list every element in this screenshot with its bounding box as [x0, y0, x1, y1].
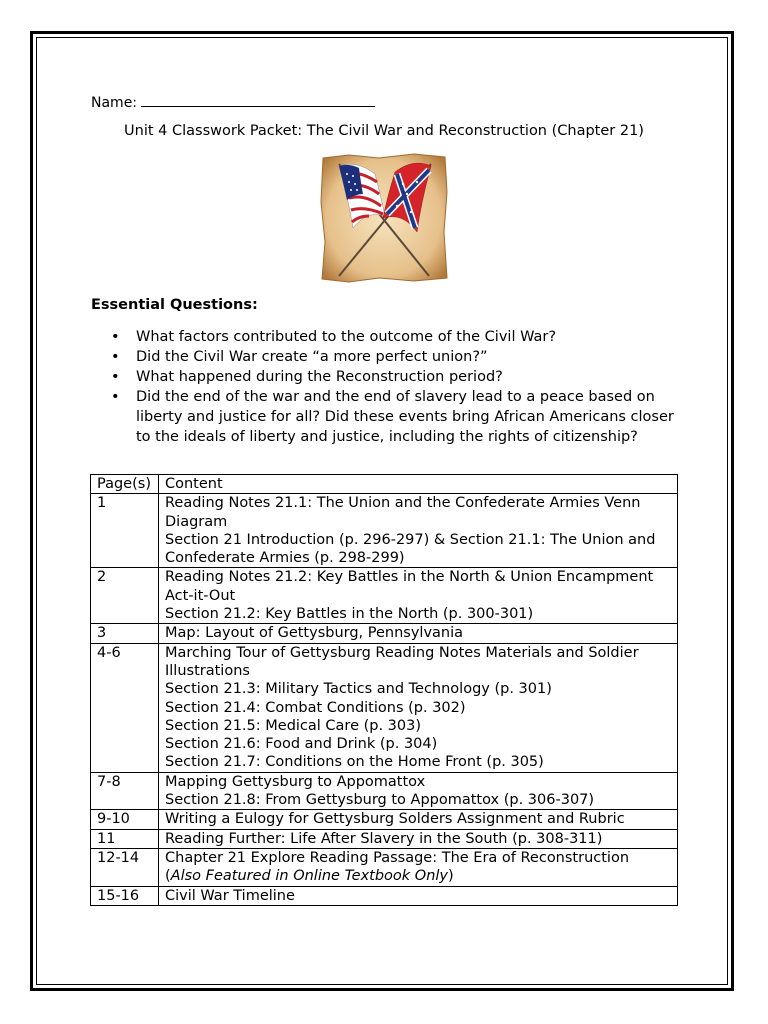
table-row	[91, 624, 678, 643]
crossed-flags-image	[319, 152, 449, 284]
row-content: Chapter 21 Explore Reading Passage: The Era of Reconstruction (Also Featured in Online Textbook Only)	[159, 848, 678, 886]
row-page: 7-8	[91, 772, 159, 810]
essential-question-item: • Did the Civil War create “a more perfect union?”	[91, 347, 681, 367]
essential-question-item: • What factors contributed to the outcome of the Civil War?	[91, 327, 681, 347]
row-page: 9-10	[91, 810, 159, 829]
row-page: 12-14	[91, 848, 159, 886]
table-row	[91, 886, 678, 905]
table-row	[91, 810, 678, 829]
row-content: Reading Further: Life After Slavery in the South (p. 308-311)	[159, 829, 678, 848]
table-row	[91, 772, 678, 810]
document-title: Unit 4 Classwork Packet: The Civil War and Reconstruction (Chapter 21)	[124, 123, 644, 139]
row-content: Map: Layout of Gettysburg, Pennsylvania	[159, 624, 678, 643]
row-page: 15-16	[91, 886, 159, 905]
essential-question-item: • Did the end of the war and the end of slavery lead to a peace based on liberty and justice for all? Did these events bring African Americans closer to the ideals of liberty and justice, including the rights of citizenship?	[91, 387, 681, 447]
row-content: Marching Tour of Gettysburg Reading Notes Materials and Soldier Illustrations Section 21.3: Military Tactics and Technology (p. 301) Section 21.4: Combat Conditions (p. 302) Section 21.5: Medical Care (p. 303) Section 21.6: Food and Drink (p. 304) Section 21.7: Conditions on the Home Front (p. 305)	[159, 643, 678, 772]
header-page: Page(s)	[91, 475, 159, 494]
row-content: Reading Notes 21.1: The Union and the Confederate Armies Venn Diagram Section 21 Introduction (p. 296-297) & Section 21.1: The Union and Confederate Armies (p. 298-299)	[159, 494, 678, 568]
header-content: Content	[159, 475, 678, 494]
table-row	[91, 643, 678, 772]
row-content: Writing a Eulogy for Gettysburg Solders Assignment and Rubric	[159, 810, 678, 829]
table-row	[91, 829, 678, 848]
row-page: 11	[91, 829, 159, 848]
row-content: Mapping Gettysburg to Appomattox Section 21.8: From Gettysburg to Appomattox (p. 306-307)	[159, 772, 678, 810]
name-label: Name:	[91, 95, 138, 111]
table-header-row	[91, 475, 678, 494]
table-row	[91, 848, 678, 886]
name-blank	[141, 92, 375, 107]
table-row	[91, 494, 678, 568]
row-page: 1	[91, 494, 159, 568]
name-line	[91, 92, 375, 111]
row-page: 4-6	[91, 643, 159, 772]
essential-questions-heading: Essential Questions:	[91, 297, 258, 313]
row-note: (Also Featured in Online Textbook Only)	[165, 868, 454, 885]
table-row	[91, 568, 678, 624]
row-content: Reading Notes 21.2: Key Battles in the North & Union Encampment Act-it-Out Section 21.2: Key Battles in the North (p. 300-301)	[159, 568, 678, 624]
essential-questions-list	[91, 327, 681, 447]
row-page: 2	[91, 568, 159, 624]
row-page: 3	[91, 624, 159, 643]
contents-table	[90, 474, 678, 906]
essential-question-item: • What happened during the Reconstruction period?	[91, 367, 681, 387]
row-content: Civil War Timeline	[159, 886, 678, 905]
